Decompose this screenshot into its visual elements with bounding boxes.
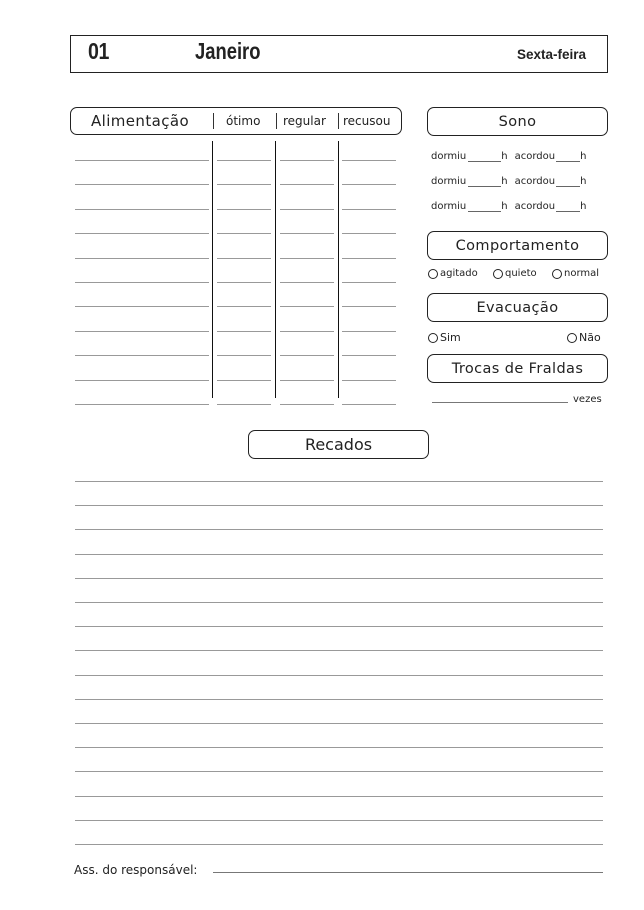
food-entry-line[interactable]: [280, 331, 334, 332]
woke-label: acordou: [514, 176, 556, 187]
radio-circle-icon[interactable]: [552, 269, 562, 279]
slept-hours-field[interactable]: [468, 152, 501, 162]
food-entry-line[interactable]: [75, 160, 209, 161]
food-entry-line[interactable]: [75, 209, 209, 210]
note-line[interactable]: [75, 578, 603, 579]
radio-circle-icon[interactable]: [428, 269, 438, 279]
food-entry-line[interactable]: [280, 258, 334, 259]
food-entry-line[interactable]: [280, 282, 334, 283]
hour-unit: h: [580, 201, 587, 212]
hour-unit: h: [501, 151, 508, 162]
food-entry-line[interactable]: [75, 233, 209, 234]
hour-unit: h: [501, 201, 508, 212]
behavior-title: Comportamento: [455, 237, 580, 254]
note-line[interactable]: [75, 675, 603, 676]
radio-circle-icon[interactable]: [493, 269, 503, 279]
food-entry-line[interactable]: [217, 258, 271, 259]
evacuation-title: Evacuação: [476, 299, 559, 316]
option-label: Sim: [440, 331, 461, 344]
behavior-title-box: [427, 231, 608, 260]
note-line[interactable]: [75, 650, 603, 651]
food-entry-line[interactable]: [217, 209, 271, 210]
food-entry-line[interactable]: [342, 184, 396, 185]
diaper-count-field[interactable]: [432, 402, 568, 403]
diapers-title-box: [427, 354, 608, 383]
table-column-line: [275, 141, 276, 398]
food-entry-line[interactable]: [342, 404, 396, 405]
food-entry-line[interactable]: [280, 209, 334, 210]
food-entry-line[interactable]: [342, 331, 396, 332]
food-entry-line[interactable]: [75, 184, 209, 185]
food-entry-line[interactable]: [342, 282, 396, 283]
sleep-title: Sono: [498, 113, 537, 130]
slept-hours-field[interactable]: [468, 177, 501, 187]
food-table-header: [70, 107, 402, 135]
behavior-option-normal[interactable]: [552, 268, 599, 279]
food-entry-line[interactable]: [280, 380, 334, 381]
sleep-row: [431, 198, 606, 212]
food-entry-line[interactable]: [217, 160, 271, 161]
food-entry-line[interactable]: [75, 380, 209, 381]
evacuation-option-sim[interactable]: [428, 331, 461, 344]
food-entry-line[interactable]: [75, 355, 209, 356]
food-entry-line[interactable]: [75, 331, 209, 332]
hour-unit: h: [580, 176, 587, 187]
note-line[interactable]: [75, 723, 603, 724]
slept-label: dormiu: [431, 151, 467, 162]
sleep-row: [431, 173, 606, 187]
woke-hours-field[interactable]: [556, 177, 580, 187]
food-entry-line[interactable]: [217, 282, 271, 283]
note-line[interactable]: [75, 796, 603, 797]
note-line[interactable]: [75, 626, 603, 627]
food-entry-line[interactable]: [280, 184, 334, 185]
food-entry-line[interactable]: [342, 258, 396, 259]
behavior-option-quieto[interactable]: [493, 268, 537, 279]
day-number: 01: [88, 38, 109, 64]
note-line[interactable]: [75, 771, 603, 772]
food-entry-line[interactable]: [342, 355, 396, 356]
column-header-regular: regular: [283, 114, 326, 128]
food-entry-line[interactable]: [342, 160, 396, 161]
food-entry-line[interactable]: [75, 404, 209, 405]
column-divider: [338, 113, 339, 129]
note-line[interactable]: [75, 529, 603, 530]
note-line[interactable]: [75, 747, 603, 748]
food-entry-line[interactable]: [342, 306, 396, 307]
note-line[interactable]: [75, 554, 603, 555]
food-entry-line[interactable]: [75, 306, 209, 307]
food-entry-line[interactable]: [280, 160, 334, 161]
column-header-otimo: ótimo: [226, 114, 261, 128]
note-line[interactable]: [75, 481, 603, 482]
food-entry-line[interactable]: [280, 233, 334, 234]
option-label: agitado: [440, 268, 478, 279]
diaper-unit: vezes: [573, 394, 602, 405]
note-line[interactable]: [75, 699, 603, 700]
behavior-option-agitado[interactable]: [428, 268, 478, 279]
option-label: quieto: [505, 268, 537, 279]
month-name: Janeiro: [195, 38, 261, 64]
signature-label: Ass. do responsável:: [74, 863, 198, 877]
food-entry-line[interactable]: [217, 355, 271, 356]
food-title: Alimentação: [91, 112, 190, 130]
slept-label: dormiu: [431, 201, 467, 212]
evacuation-title-box: [427, 293, 608, 322]
food-entry-line[interactable]: [217, 184, 271, 185]
food-entry-line[interactable]: [217, 380, 271, 381]
sleep-row: [431, 148, 606, 162]
column-divider: [213, 113, 214, 129]
food-entry-line[interactable]: [342, 209, 396, 210]
note-line[interactable]: [75, 505, 603, 506]
food-entry-line[interactable]: [75, 282, 209, 283]
weekday: Sexta-feira: [517, 47, 587, 62]
note-line[interactable]: [75, 602, 603, 603]
note-line[interactable]: [75, 820, 603, 821]
slept-hours-field[interactable]: [468, 202, 501, 212]
option-label: Não: [579, 331, 601, 344]
food-entry-line[interactable]: [217, 404, 271, 405]
slept-label: dormiu: [431, 176, 467, 187]
food-entry-line[interactable]: [217, 306, 271, 307]
evacuation-option-nao[interactable]: [567, 331, 601, 344]
diapers-title: Trocas de Fraldas: [451, 360, 584, 377]
note-line[interactable]: [75, 844, 603, 845]
sleep-title-box: [427, 107, 608, 136]
woke-hours-field[interactable]: [556, 202, 580, 212]
option-label: normal: [564, 268, 600, 279]
hour-unit: h: [501, 176, 508, 187]
hour-unit: h: [580, 151, 587, 162]
food-entry-line[interactable]: [280, 355, 334, 356]
column-divider: [276, 113, 277, 129]
table-column-line: [338, 141, 339, 398]
table-column-line: [212, 141, 213, 398]
radio-circle-icon[interactable]: [567, 333, 577, 343]
food-entry-line[interactable]: [217, 331, 271, 332]
food-entry-line[interactable]: [280, 404, 334, 405]
food-entry-line[interactable]: [342, 233, 396, 234]
woke-label: acordou: [514, 151, 556, 162]
woke-label: acordou: [514, 201, 556, 212]
notes-title: Recados: [304, 435, 373, 454]
food-entry-line[interactable]: [280, 306, 334, 307]
notes-title-box: [248, 430, 429, 459]
radio-circle-icon[interactable]: [428, 333, 438, 343]
food-entry-line[interactable]: [217, 233, 271, 234]
signature-field[interactable]: [213, 872, 603, 873]
food-entry-line[interactable]: [342, 380, 396, 381]
woke-hours-field[interactable]: [556, 152, 580, 162]
column-header-recusou: recusou: [343, 114, 391, 128]
food-entry-line[interactable]: [75, 258, 209, 259]
